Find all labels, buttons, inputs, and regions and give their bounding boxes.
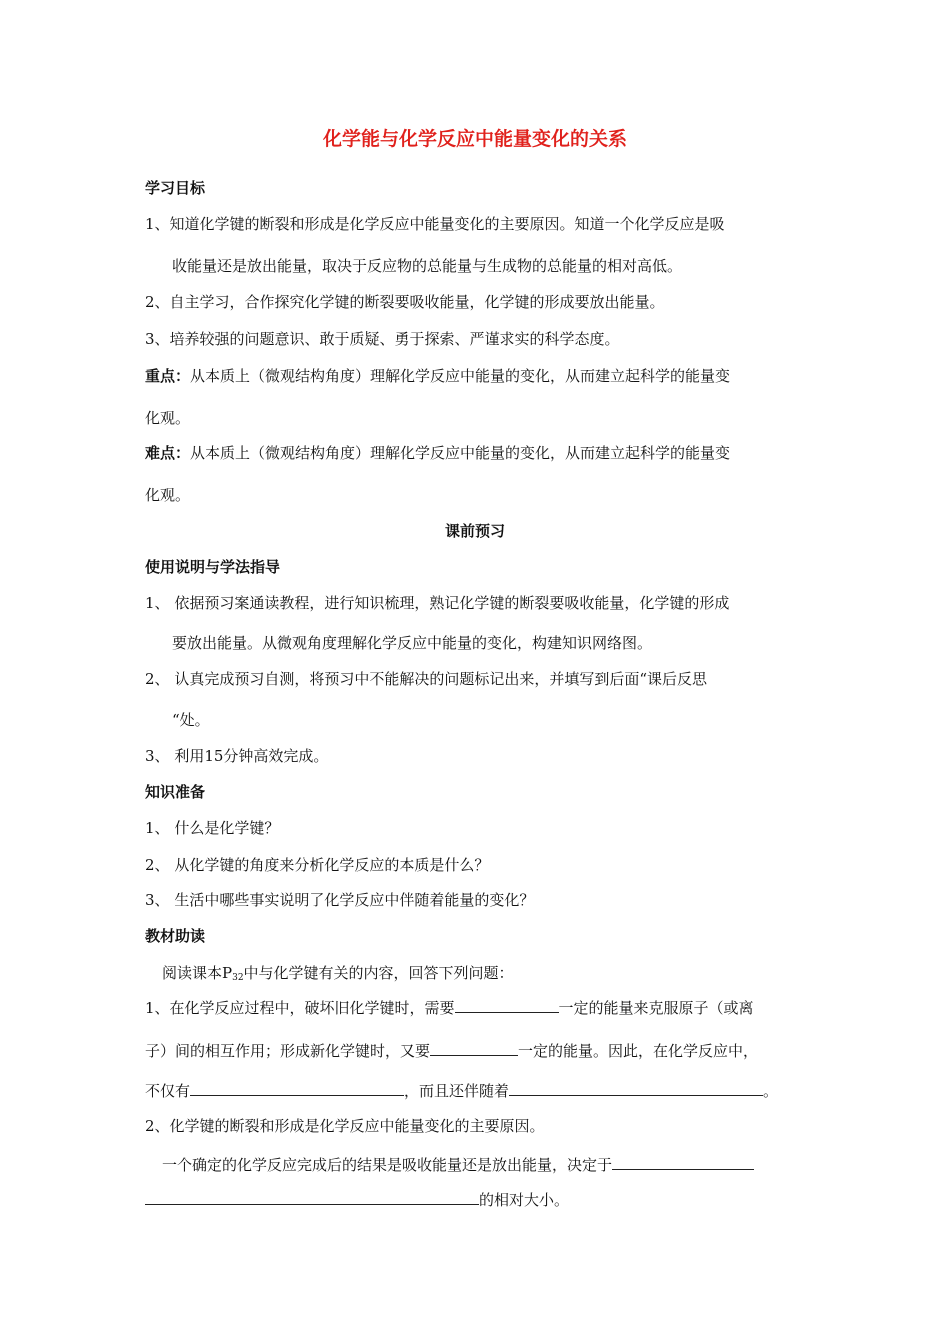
reading-intro-a: 阅读课本P <box>162 964 233 982</box>
answer-blank-4[interactable] <box>509 1080 763 1096</box>
reading-intro <box>162 963 514 988</box>
question-2-sub-line2 <box>145 1189 569 1210</box>
q2-sub-text-b: 的相对大小。 <box>479 1191 570 1209</box>
guide-heading: 使用说明与学法指导 <box>145 558 281 576</box>
question-1-line1 <box>145 997 754 1018</box>
page-number-subscript: 32 <box>232 973 244 983</box>
guide-item-2-line2: “处。 <box>172 711 210 729</box>
knowledge-item-2 <box>145 855 489 875</box>
guide-item-1-num: 1、 <box>145 594 170 612</box>
knowledge-item-1-num: 1、 <box>145 819 170 837</box>
guide-item-2-num: 2、 <box>145 670 170 688</box>
knowledge-item-2-num: 2、 <box>145 856 170 874</box>
objective-2-num: 2、 <box>145 293 170 311</box>
guide-item-2-line1: 认真完成预习自测，将预习中不能解决的问题标记出来，并填写到后面“课后反思 <box>174 670 708 688</box>
question-1-line3 <box>145 1080 778 1101</box>
difficult-point-line1: 从本质上（微观结构角度）理解化学反应中能量的变化，从而建立起科学的能量变 <box>190 444 731 462</box>
answer-blank-2[interactable] <box>430 1040 518 1056</box>
objectives-heading: 学习目标 <box>145 179 206 197</box>
key-point-label: 重点： <box>145 367 191 385</box>
objective-3-text: 培养较强的问题意识、敢于质疑、勇于探索、严谨求实的科学态度。 <box>169 330 620 348</box>
objective-1-num: 1、 <box>145 215 170 233</box>
guide-item-2 <box>145 669 707 689</box>
key-point <box>145 366 730 386</box>
key-point-line1: 从本质上（微观结构角度）理解化学反应中能量的变化，从而建立起科学的能量变 <box>190 367 731 385</box>
answer-blank-1[interactable] <box>455 997 559 1013</box>
q1-text-e: 不仅有 <box>145 1082 191 1100</box>
guide-item-3-text: 利用15分钟高效完成。 <box>174 747 329 765</box>
objective-2-text: 自主学习，合作探究化学键的断裂要吸收能量，化学键的形成要放出能量。 <box>169 293 665 311</box>
answer-blank-5[interactable] <box>612 1154 754 1170</box>
knowledge-item-3-text: 生活中哪些事实说明了化学反应中伴随着能量的变化？ <box>174 891 535 909</box>
q1-text-b: 一定的能量来克服原子（或离 <box>558 999 754 1017</box>
answer-blank-6[interactable] <box>145 1189 479 1205</box>
question-2-sub-line1 <box>162 1154 754 1175</box>
q1-text-d: 一定的能量。因此，在化学反应中， <box>518 1042 759 1060</box>
objective-3-num: 3、 <box>145 330 170 348</box>
objective-2 <box>145 292 665 312</box>
objective-1-line1: 知道化学键的断裂和形成是化学反应中能量变化的主要原因。知道一个化学反应是吸 <box>169 215 725 233</box>
guide-item-3 <box>145 746 328 766</box>
document-title: 化学能与化学反应中能量变化的关系 <box>322 128 627 150</box>
difficult-point-line2: 化观。 <box>145 486 191 504</box>
guide-item-1-line1: 依据预习案通读教程，进行知识梳理，熟记化学键的断裂要吸收能量，化学键的形成 <box>174 594 730 612</box>
guide-item-1 <box>145 593 729 613</box>
answer-blank-3[interactable] <box>190 1080 404 1096</box>
key-point-line2: 化观。 <box>145 409 191 427</box>
preview-heading: 课前预习 <box>444 522 505 540</box>
reading-heading: 教材助读 <box>145 927 206 945</box>
difficult-point-label: 难点： <box>145 444 191 462</box>
objective-1-line2: 收能量还是放出能量，取决于反应物的总能量与生成物的总能量的相对高低。 <box>172 257 683 275</box>
q1-text-a: 1、在化学反应过程中，破坏旧化学键时，需要 <box>145 999 455 1017</box>
knowledge-heading: 知识准备 <box>145 783 206 801</box>
reading-intro-b: 中与化学键有关的内容，回答下列问题： <box>243 964 514 982</box>
question-2: 2、化学键的断裂和形成是化学反应中能量变化的主要原因。 <box>145 1117 545 1135</box>
knowledge-item-3 <box>145 890 534 910</box>
knowledge-item-1-text: 什么是化学键？ <box>174 819 280 837</box>
guide-item-3-num: 3、 <box>145 747 170 765</box>
question-1-line2 <box>145 1040 758 1061</box>
knowledge-item-1 <box>145 818 279 838</box>
difficult-point <box>145 443 730 463</box>
objective-3 <box>145 329 620 349</box>
q1-text-f: ，而且还伴随着 <box>404 1082 510 1100</box>
knowledge-item-3-num: 3、 <box>145 891 170 909</box>
q1-text-g: 。 <box>763 1082 779 1100</box>
q2-sub-text-a: 一个确定的化学反应完成后的结果是吸收能量还是放出能量，决定于 <box>162 1156 613 1174</box>
objective-1 <box>145 214 725 234</box>
q1-text-c: 子）间的相互作用；形成新化学键时，又要 <box>145 1042 431 1060</box>
knowledge-item-2-text: 从化学键的角度来分析化学反应的本质是什么？ <box>174 856 490 874</box>
guide-item-1-line2: 要放出能量。从微观角度理解化学反应中能量的变化，构建知识网络图。 <box>172 634 653 652</box>
